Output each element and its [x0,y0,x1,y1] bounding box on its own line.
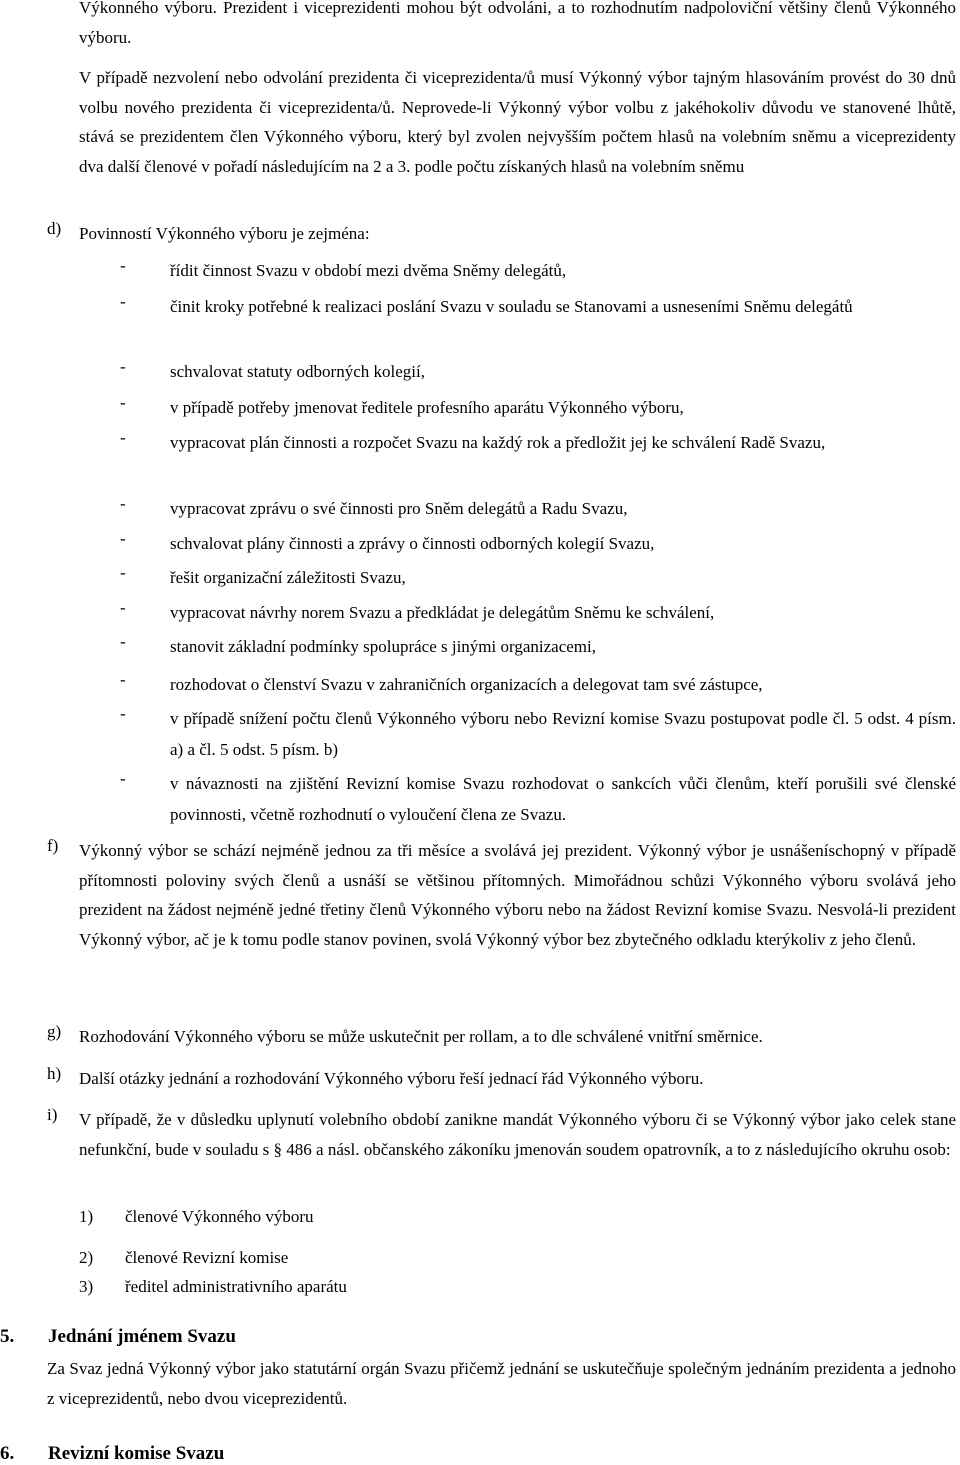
section-f [47,836,956,954]
section-h [47,1064,956,1094]
duty-dash: - [120,428,126,447]
duty-item [120,563,956,594]
duty-text: činit kroky potřebné k realizaci poslání Svazu v souladu se Stanovami a usneseními Sněmu delegátů [170,297,853,316]
option-3 [79,1277,347,1297]
section-g [47,1022,956,1052]
duty-item [120,256,956,287]
option-2 [79,1248,288,1268]
duty-dash: - [120,632,126,651]
duty-text: vypracovat návrhy norem Svazu a předkládat je delegátům Sněmu ke schválení, [170,603,715,622]
duty-text: řídit činnost Svazu v období mezi dvěma Sněmy delegátů, [170,261,567,280]
duty-dash: - [120,292,126,311]
heading-6 [0,1443,224,1465]
option-2-number: 2) [79,1248,94,1267]
option-3-text: ředitel administrativního aparátu [125,1277,347,1296]
heading-5-text: Za Svaz jedná Výkonný výbor jako statutární orgán Svazu přičemž jednání se uskutečňuje společným jednáním prezidenta a jednoho z viceprezidentů, nebo dvou viceprezidentů. [47,1359,956,1408]
heading-6-title: Revizní komise Svazu [48,1443,225,1464]
duty-text: schvalovat plány činnosti a zprávy o činnosti odborných kolegií Svazu, [170,534,655,553]
duty-text: vypracovat zprávu o své činnosti pro Sněm delegátů a Radu Svazu, [170,499,628,518]
section-f-text: Výkonný výbor se schází nejméně jednou za tři měsíce a svolává jej prezident. Výkonný výbor je usnášeníschopný v případě přítomnosti poloviny svých členů a usnáší se většinou přítomných. Mimořádnou schůzi Výkonného výboru svolává jeho prezident na žádost nejméně jedné třetiny členů Výkonného výboru nebo na žádost Revizní komise Svazu. Nesvolá-li prezident Výkonný výbor, ač je k tomu podle stanov povinen, svolá Výkonný výbor bez zbytečného odkladu kterýkoliv z jeho členů. [79,841,956,949]
section-i-text: V případě, že v důsledku uplynutí volebního období zanikne mandát Výkonného výboru či se Výkonný výbor jako celek stane nefunkční, bude v souladu s § 486 a násl. občanského zákoníku jmenován soudem opatrovník, a to z následujícího okruhu osob: [79,1110,956,1159]
duty-text: v návaznosti na zjištění Revizní komise Svazu rozhodovat o sankcích vůči členům, kteří porušili své členské povinnosti, včetně rozhodnutí o vyloučení člena ze Svazu. [170,774,956,824]
duty-item [120,292,956,323]
duty-item [120,428,956,459]
duty-text: rozhodovat o členství Svazu v zahraničních organizacích a delegovat tam své zástupce, [170,675,763,694]
duty-item [120,357,956,388]
duty-item [120,632,956,663]
duty-dash: - [120,494,126,513]
duty-item [120,598,956,629]
intro-paragraph-1: Výkonného výboru. Prezident i viceprezidenti mohou být odvoláni, a to rozhodnutím nadpoloviční většiny členů Výkonného výboru. [79,0,956,47]
duty-dash: - [120,393,126,412]
section-i [47,1105,956,1164]
duty-dash: - [120,256,126,275]
heading-6-number: 6. [0,1443,15,1464]
duty-text: stanovit základní podmínky spolupráce s jinými organizacemi, [170,637,597,656]
section-d-label: d) [47,219,62,238]
duty-dash: - [120,598,126,617]
duty-dash: - [120,357,126,376]
heading-5 [0,1326,236,1348]
option-1 [79,1207,314,1227]
option-3-number: 3) [79,1277,94,1296]
section-g-label: g) [47,1022,62,1041]
option-1-text: členové Výkonného výboru [125,1207,314,1226]
heading-5-number: 5. [0,1326,15,1347]
duty-item [120,529,956,560]
intro-paragraph-2: V případě nezvolení nebo odvolání prezidenta či viceprezidenta/ů musí Výkonný výbor tajným hlasováním provést do 30 dnů volbu nového prezidenta či viceprezidenta/ů. Neprovede-li Výkonný výbor volbu z jakéhokoliv důvodu ve stanovené lhůtě, stává se prezidentem člen Výkonného výboru, který byl zvolen nejvyšším počtem hlasů na volebním sněmu a viceprezidenty dva další členové v pořadí následujícím na 2 a 3. podle počtu získaných hlasů na volebním sněmu [79,68,956,176]
section-d [47,219,956,249]
section-g-text: Rozhodování Výkonného výboru se může uskutečnit per rollam, a to dle schválené vnitřní směrnice. [79,1027,763,1046]
duty-dash: - [120,529,126,548]
duty-item [120,670,956,701]
duty-dash: - [120,704,126,723]
duty-text: v případě potřeby jmenovat ředitele profesního aparátu Výkonného výboru, [170,398,684,417]
option-2-text: členové Revizní komise [125,1248,289,1267]
duty-text: vypracovat plán činnosti a rozpočet Svazu na každý rok a předložit jej ke schválení Radě Svazu, [170,433,826,452]
duty-item [120,393,956,424]
duty-text: schvalovat statuty odborných kolegií, [170,362,425,381]
section-f-label: f) [47,836,59,855]
option-1-number: 1) [79,1207,94,1226]
duty-item [120,494,956,525]
duty-dash: - [120,670,126,689]
duty-dash: - [120,563,126,582]
section-h-label: h) [47,1064,62,1083]
duty-dash: - [120,769,126,788]
section-h-text: Další otázky jednání a rozhodování Výkonného výboru řeší jednací řád Výkonného výboru. [79,1069,704,1088]
duty-text: v případě snížení počtu členů Výkonného výboru nebo Revizní komise Svazu postupovat podle čl. 5 odst. 4 písm. a) a čl. 5 odst. 5 písm. b) [170,709,956,759]
section-d-text: Povinností Výkonného výboru je zejména: [79,224,370,243]
duty-text: řešit organizační záležitosti Svazu, [170,568,406,587]
duty-item [120,704,956,765]
heading-5-title: Jednání jménem Svazu [48,1326,236,1347]
duty-item [120,769,956,830]
section-i-label: i) [47,1105,58,1124]
